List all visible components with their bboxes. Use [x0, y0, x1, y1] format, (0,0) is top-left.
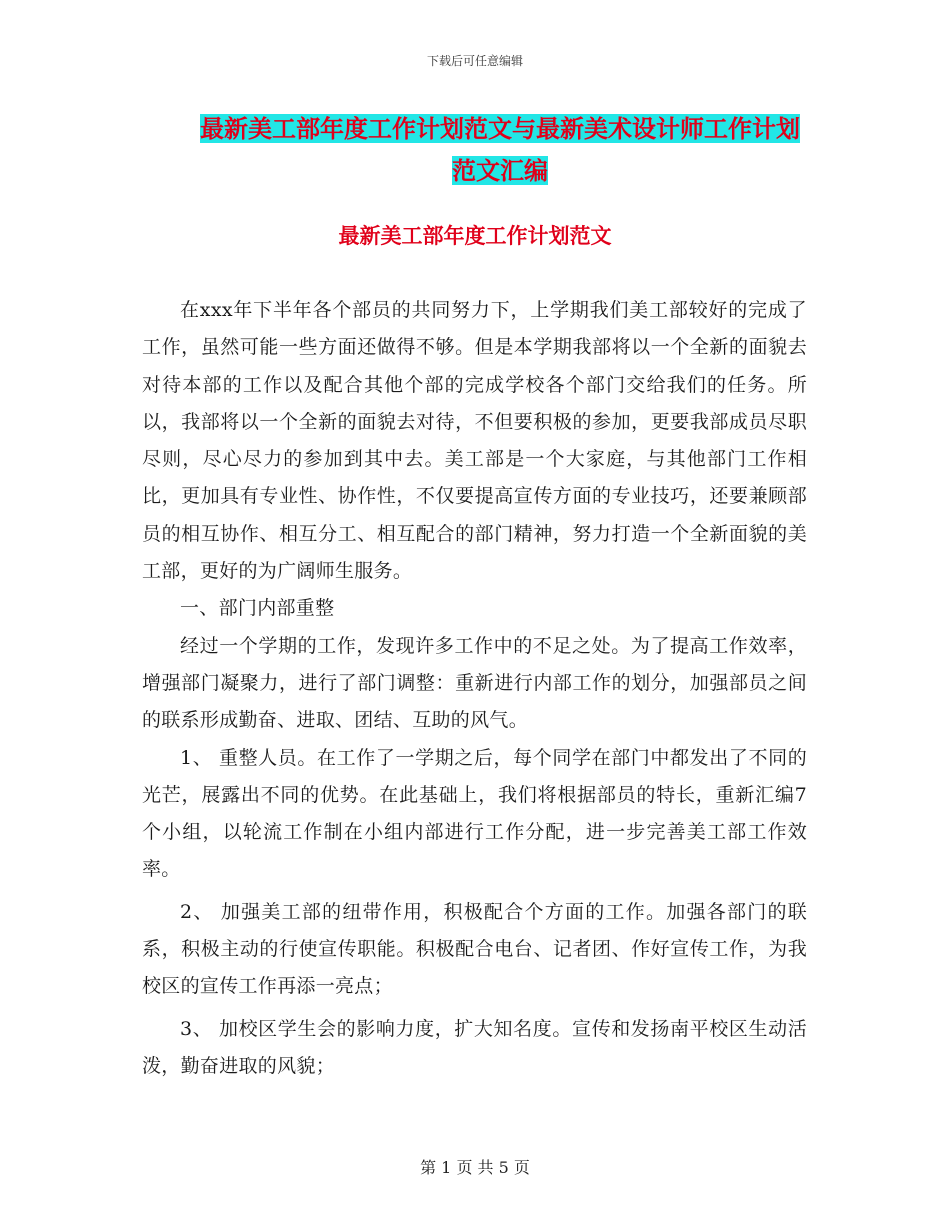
page-footer: 第 1 页 共 5 页	[420, 1158, 530, 1177]
header-note: 下载后可任意编辑	[426, 54, 523, 68]
section-heading: 一、部门内部重整	[180, 597, 335, 620]
document-title-text: 最新美工部年度工作计划范文与最新美术设计师工作计划范文汇编	[200, 114, 800, 185]
paragraph: 1、 重整人员。在工作了一学期之后，每个同学在部门中都发出了不同的光芒，展露出不同的优势。在此基础上，我们将根据部员的特长，重新汇编7个小组，以轮流工作制在小组内部进行工作分配，进一步完善美工部工作效率。	[142, 746, 807, 881]
paragraph: 3、 加校区学生会的影响力度，扩大知名度。宣传和发扬南平校区生动活泼，勤奋进取的风貌；	[142, 1017, 807, 1077]
paragraph: 2、 加强美工部的纽带作用，积极配合个方面的工作。加强各部门的联系，积极主动的行使宣传职能。积极配合电台、记者团、作好宣传工作，为我校区的宣传工作再添一亮点；	[142, 900, 807, 998]
paragraph: 经过一个学期的工作，发现许多工作中的不足之处。为了提高工作效率，增强部门凝聚力，进行了部门调整：重新进行内部工作的划分，加强部员之间的联系形成勤奋、进取、团结、互助的风气。	[142, 634, 807, 732]
section-title: 最新美工部年度工作计划范文	[338, 223, 612, 248]
document-title	[190, 108, 810, 192]
document-body	[142, 292, 807, 1085]
paragraph: 在xxx年下半年各个部员的共同努力下，上学期我们美工部较好的完成了工作，虽然可能一些方面还做得不够。但是本学期我部将以一个全新的面貌去对待本部的工作以及配合其他个部的完成学校各个部门交给我们的任务。所以，我部将以一个全新的面貌去对待，不但要积极的参加，更要我部成员尽职尽则，尽心尽力的参加到其中去。美工部是一个大家庭，与其他部门工作相比，更加具有专业性、协作性，不仅要提高宣传方面的专业技巧，还要兼顾部员的相互协作、相互分工、相互配合的部门精神，努力打造一个全新面貌的美工部，更好的为广阔师生服务。	[142, 299, 807, 583]
